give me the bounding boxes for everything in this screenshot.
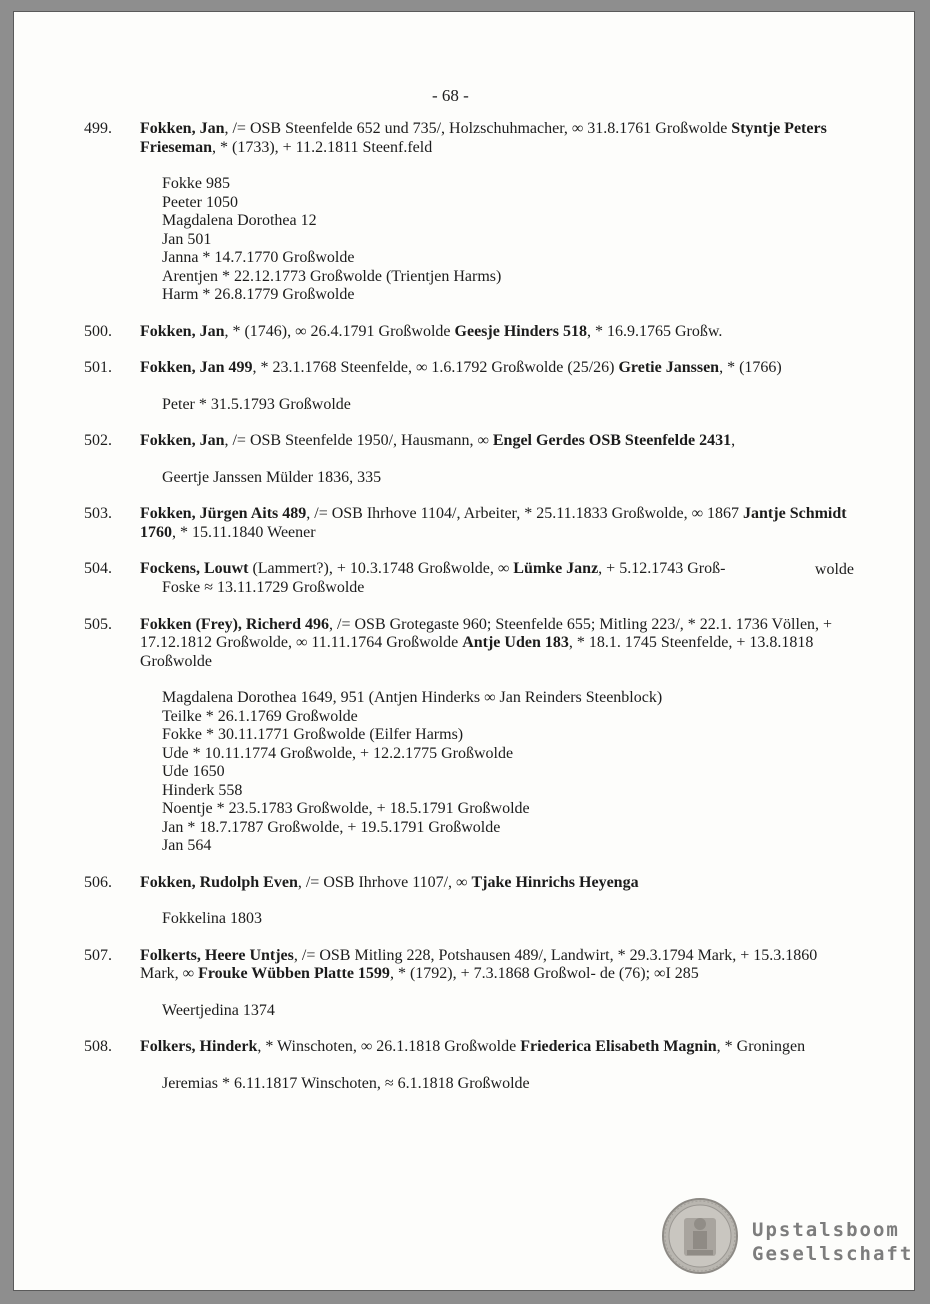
entry-detail: , * 15.11.1840 Weener xyxy=(172,523,316,541)
genealogy-entry xyxy=(84,120,854,305)
entry-detail: , /= OSB Mitling 228, Potshausen 489/, Landwirt, * 29.3.1794 Mark, + 15.3.1860 Mark, ∞ xyxy=(140,946,818,982)
entry-detail: , * 23.1.1768 Steenfelde, ∞ 1.6.1792 Großwolde (25/26) xyxy=(252,359,619,376)
genealogy-entry xyxy=(84,947,854,1021)
person-name: Fokken, Jürgen Aits 489 xyxy=(140,505,307,522)
entry-detail: , * (1766) xyxy=(719,359,782,376)
children-list xyxy=(140,1075,854,1094)
child-record: Weertjedina 1374 xyxy=(162,1001,275,1019)
person-name: Gretie Janssen xyxy=(618,359,720,376)
person-name: Jantje Schmidt 1760 xyxy=(140,505,847,541)
entry-number: 508. xyxy=(84,1038,112,1055)
genealogy-entry xyxy=(84,1038,854,1093)
child-record: Harm * 26.8.1779 Großwolde xyxy=(162,286,355,303)
entry-detail: , * Winschoten, ∞ 26.1.1818 Großwolde xyxy=(257,1038,521,1055)
entry-detail: , /= OSB Steenfelde 652 und 735/, Holzschuhmacher, ∞ 31.8.1761 Großwolde xyxy=(224,120,732,137)
society-seal-icon xyxy=(662,1198,738,1274)
entry-gap xyxy=(84,305,854,323)
entry-gap xyxy=(84,856,854,874)
children-list xyxy=(140,175,854,305)
entry-detail: , /= OSB Ihrhove 1104/, Arbeiter, * 25.11.1833 Großwolde, ∞ 1867 xyxy=(306,505,744,522)
genealogy-entry xyxy=(84,616,854,856)
entry-number: 507. xyxy=(84,946,112,964)
entry-number: 502. xyxy=(84,432,112,449)
entry-text xyxy=(140,1038,854,1057)
child-record: Noentje * 23.5.1783 Großwolde, + 18.5.1791 Großwolde xyxy=(162,800,530,817)
entry-gap xyxy=(84,487,854,505)
wordmark-line-2: Gesellschaft xyxy=(752,1243,914,1265)
child-record: Foske ≈ 13.11.1729 Großwolde xyxy=(162,579,365,596)
entry-number: 506. xyxy=(84,873,112,891)
entry-text xyxy=(140,120,854,157)
child-record: Peter * 31.5.1793 Großwolde xyxy=(162,395,351,413)
entry-text xyxy=(140,505,854,542)
genealogy-entry xyxy=(84,505,854,542)
entry-detail: , * (1733), + 11.2.1811 Steenf.feld xyxy=(211,138,433,156)
child-record: Fokke 985 xyxy=(162,175,230,192)
genealogy-entry xyxy=(84,874,854,929)
person-name: Styntje Peters Frieseman xyxy=(140,120,827,156)
person-name: Folkerts, Heere Untjes xyxy=(140,946,294,964)
entry-detail: , * (1746), ∞ 26.4.1791 Großwolde xyxy=(224,322,455,340)
entry-detail: , /= OSB Steenfelde 1950/, Hausmann, ∞ xyxy=(224,432,493,449)
children-list xyxy=(140,469,854,488)
entry-text xyxy=(140,947,854,984)
entry-number: 505. xyxy=(84,615,112,633)
entry-gap xyxy=(84,341,854,359)
children-list xyxy=(140,910,854,929)
entry-detail: , xyxy=(731,432,736,449)
child-record: Teilke * 26.1.1769 Großwolde xyxy=(162,707,358,725)
person-name: Friederica Elisabeth Magnin xyxy=(520,1038,717,1055)
genealogy-entry xyxy=(84,432,854,487)
person-name: Engel Gerdes OSB Steenfelde 2431 xyxy=(492,432,732,449)
person-name: Fokken, Jan 499 xyxy=(140,359,253,376)
child-record: Fokkelina 1803 xyxy=(162,910,262,927)
person-name: Lümke Janz xyxy=(513,560,599,577)
person-name: Tjake Hinrichs Heyenga xyxy=(471,873,639,891)
entry-text xyxy=(140,359,854,378)
genealogy-entry xyxy=(84,560,854,598)
person-name: Frouke Wübben Platte 1599 xyxy=(198,965,390,982)
wordmark-line-1: Upstalsboom xyxy=(752,1219,900,1241)
person-name: Geesje Hinders 518 xyxy=(454,322,587,340)
entry-number: 501. xyxy=(84,359,112,376)
child-record: Magdalena Dorothea 12 xyxy=(162,212,317,229)
person-name: Fokken, Jan xyxy=(140,322,225,340)
genealogy-entry xyxy=(84,323,854,342)
entry-gap xyxy=(84,929,854,947)
entry-text xyxy=(140,432,854,451)
children-list xyxy=(140,1002,854,1021)
child-record: Arentjen * 22.12.1773 Großwolde (Trientjen Harms) xyxy=(162,267,502,285)
person-name: Fokken, Jan xyxy=(140,432,225,449)
entry-gap xyxy=(84,598,854,616)
child-record: Magdalena Dorothea 1649, 951 (Antjen Hinderks ∞ Jan Reinders Steenblock) xyxy=(162,689,663,706)
entry-number: 499. xyxy=(84,120,112,137)
entry-detail: , * (1792), + 7.3.1868 Großwol- de (76); ∞I 285 xyxy=(389,965,699,982)
child-record: Peeter 1050 xyxy=(162,193,238,211)
entry-text xyxy=(140,560,854,579)
child-record: Fokke * 30.11.1771 Großwolde (Eilfer Harms) xyxy=(162,726,464,743)
child-record: Geertje Janssen Mülder 1836, 335 xyxy=(162,468,382,486)
genealogy-entry xyxy=(84,359,854,414)
entry-detail: , /= OSB Ihrhove 1107/, ∞ xyxy=(297,873,472,891)
person-name: Antje Uden 183 xyxy=(462,634,569,651)
entry-detail: , * 18.1. 1745 Steenfelde, + 13.8.1818 Großwolde xyxy=(140,634,814,670)
entry-continuation: wolde xyxy=(814,560,854,578)
entry-text xyxy=(140,323,854,342)
person-name: Fockens, Louwt xyxy=(140,560,249,577)
society-wordmark xyxy=(752,1218,913,1266)
entry-detail: , + 5.12.1743 Groß- xyxy=(598,560,726,577)
entry-gap xyxy=(84,414,854,432)
entry-number: 503. xyxy=(84,505,112,522)
child-record: Jan 564 xyxy=(162,837,212,854)
person-name: Fokken, Rudolph Even xyxy=(140,873,298,891)
page-number: - 68 - xyxy=(432,86,469,105)
entry-detail: (Lammert?), + 10.3.1748 Großwolde, ∞ xyxy=(248,560,514,577)
person-name: Fokken, Jan xyxy=(140,120,225,137)
entry-text xyxy=(140,616,854,672)
children-list xyxy=(140,689,854,856)
person-name: Folkers, Hinderk xyxy=(140,1038,258,1055)
child-record: Jan * 18.7.1787 Großwolde, + 19.5.1791 Großwolde xyxy=(162,818,501,836)
entry-gap xyxy=(84,542,854,560)
child-record: Janna * 14.7.1770 Großwolde xyxy=(162,249,355,266)
children-list xyxy=(140,396,854,415)
entry-detail: , * 16.9.1765 Großw. xyxy=(586,322,723,340)
child-record: Hinderk 558 xyxy=(162,781,243,799)
entry-number: 504. xyxy=(84,560,112,577)
entry-number: 500. xyxy=(84,322,112,340)
entry-text xyxy=(140,874,854,893)
child-record: Jan 501 xyxy=(162,230,212,248)
entry-detail: , * Groningen xyxy=(716,1038,806,1055)
child-record: Jeremias * 6.11.1817 Winschoten, ≈ 6.1.1818 Großwolde xyxy=(162,1074,530,1092)
entry-list xyxy=(84,120,854,1093)
entry-gap xyxy=(84,1020,854,1038)
person-name: Fokken (Frey), Richerd 496 xyxy=(140,615,330,633)
child-record: Ude 1650 xyxy=(162,763,225,780)
entry-detail: , /= OSB Grotegaste 960; Steenfelde 655; Mitling 223/, * 22.1. 1736 Völlen, + 17.12.1812 Großwolde, ∞ 11.11.1764 Großwolde xyxy=(140,615,833,651)
child-record: Ude * 10.11.1774 Großwolde, + 12.2.1775 Großwolde xyxy=(162,744,514,762)
